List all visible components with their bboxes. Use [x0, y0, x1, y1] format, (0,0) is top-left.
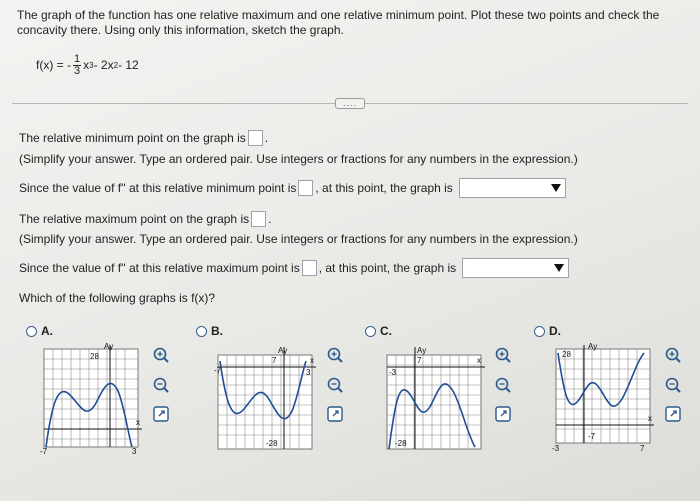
- zoom-in-icon[interactable]: [664, 346, 682, 364]
- popout-icon[interactable]: [152, 405, 170, 423]
- right-tick: 3: [132, 447, 137, 455]
- min-fpp-label: Since the value of f'' at this relative minimum point is: [19, 181, 297, 195]
- zoom-out-icon[interactable]: [664, 376, 682, 394]
- left-tick: -7: [214, 366, 222, 375]
- max-concavity-label: , at this point, the graph is: [318, 261, 457, 275]
- question-prompt: The graph of the function has one relative maximum and one relative minimum point. Plot these two points and check the concavity there. Using only this information, sketch the graph.: [17, 8, 660, 37]
- zoom-in-icon[interactable]: [326, 346, 344, 364]
- radio-a[interactable]: [26, 326, 37, 337]
- option-a[interactable]: [26, 324, 53, 338]
- option-d-label: D.: [549, 324, 561, 338]
- formula-mid-exp: 2: [113, 60, 119, 70]
- left-tick: -3: [552, 444, 560, 453]
- left-tick: -3: [389, 368, 397, 377]
- x-axis-label: x: [136, 418, 140, 427]
- popout-icon[interactable]: [664, 405, 682, 423]
- chevron-down-icon: [551, 184, 561, 192]
- zoom-out-icon[interactable]: [494, 376, 512, 394]
- function-formula: [36, 50, 139, 80]
- right-tick: 7: [640, 444, 645, 453]
- graph-option-d[interactable]: [550, 343, 662, 455]
- y-axis-label: Ay: [417, 346, 427, 355]
- max-fpp-input[interactable]: [302, 260, 317, 276]
- max-concavity-dropdown[interactable]: [462, 258, 569, 278]
- chevron-down-icon: [554, 264, 564, 272]
- option-c[interactable]: [365, 324, 392, 338]
- formula-x-exp: 3: [89, 60, 94, 70]
- x-axis-label: x: [477, 356, 481, 365]
- max-point-row: [19, 211, 271, 227]
- top-tick: 28: [90, 352, 99, 361]
- max-instructions: (Simplify your answer. Type an ordered pair. Use integers or fractions for any numbers in the expression.): [19, 232, 578, 246]
- formula-lhs: f(x) = -: [36, 58, 71, 72]
- fraction-numerator: 1: [74, 52, 81, 65]
- min-point-end: .: [264, 131, 269, 145]
- top-tick: 7: [417, 356, 422, 365]
- x-axis-label: x: [648, 414, 652, 423]
- top-tick: 28: [562, 350, 571, 359]
- formula-tail: - 12: [118, 58, 139, 72]
- graphs-question: Which of the following graphs is f(x)?: [19, 291, 216, 305]
- formula-mid-term: - 2x: [93, 58, 114, 72]
- max-point-input[interactable]: [251, 211, 266, 227]
- min-instructions: (Simplify your answer. Type an ordered pair. Use integers or fractions for any numbers in the expression.): [19, 152, 578, 166]
- left-tick: -7: [40, 447, 48, 455]
- zoom-out-icon[interactable]: [326, 376, 344, 394]
- option-b[interactable]: [196, 324, 223, 338]
- popout-icon[interactable]: [326, 405, 344, 423]
- expand-button[interactable]: ....: [335, 98, 365, 109]
- graph-option-a[interactable]: [38, 343, 150, 455]
- formula-x-term: x: [83, 58, 90, 72]
- graph-frame: [44, 349, 138, 447]
- graph-option-b[interactable]: [212, 343, 324, 455]
- zoom-out-icon[interactable]: [152, 376, 170, 394]
- option-a-label: A.: [41, 324, 53, 338]
- max-point-end: .: [268, 212, 272, 226]
- max-concavity-row: [19, 258, 569, 278]
- bottom-tick: -28: [395, 439, 407, 448]
- zoom-in-icon[interactable]: [494, 346, 512, 364]
- min-concavity-dropdown[interactable]: [459, 178, 566, 198]
- radio-d[interactable]: [534, 326, 545, 337]
- min-concavity-label: , at this point, the graph is: [315, 181, 453, 195]
- radio-c[interactable]: [365, 326, 376, 337]
- popout-icon[interactable]: [494, 405, 512, 423]
- min-point-label: The relative minimum point on the graph is: [19, 131, 246, 145]
- formula-fraction: [73, 54, 81, 77]
- max-fpp-label: Since the value of f'' at this relative maximum point is: [19, 261, 300, 275]
- radio-b[interactable]: [196, 326, 207, 337]
- bottom-tick: -28: [266, 439, 278, 448]
- min-point-row: [19, 130, 268, 146]
- min-point-input[interactable]: [248, 130, 263, 146]
- option-d[interactable]: [534, 324, 561, 338]
- option-b-label: B.: [211, 324, 223, 338]
- y-axis-label: Ay: [104, 343, 114, 351]
- min-concavity-row: [19, 178, 566, 198]
- fraction-denominator: 3: [74, 64, 81, 77]
- option-c-label: C.: [380, 324, 392, 338]
- right-tick: 3: [306, 368, 311, 377]
- top-tick: 7: [272, 356, 277, 365]
- min-fpp-input[interactable]: [298, 180, 313, 196]
- x-axis-label: x: [310, 356, 314, 365]
- bottom-tick: -7: [588, 432, 596, 441]
- y-axis-label: Ay: [278, 346, 288, 355]
- y-axis-label: Ay: [588, 343, 598, 351]
- max-point-label: The relative maximum point on the graph is: [19, 212, 250, 226]
- graph-option-c[interactable]: [381, 343, 493, 455]
- zoom-in-icon[interactable]: [152, 346, 170, 364]
